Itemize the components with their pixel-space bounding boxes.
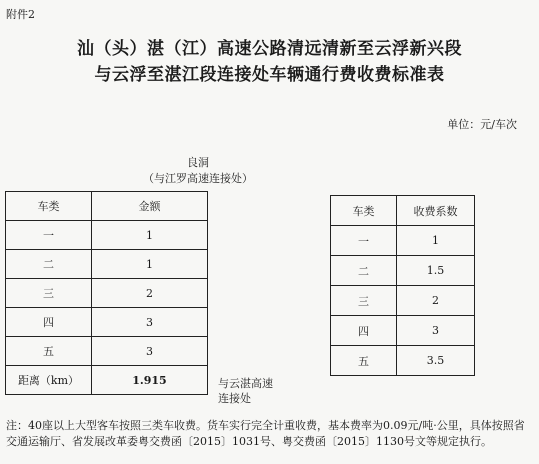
page-title-line1: 汕（头）湛（江）高速公路清远清新至云浮新兴段 (77, 39, 462, 59)
amount-cell: 1 (92, 250, 208, 279)
coefficient-cell: 2 (397, 286, 475, 316)
vehicle-class-cell: 一 (331, 226, 397, 256)
attachment-label: 附件2 (6, 8, 35, 21)
fee-amount-table (5, 191, 208, 395)
fee-coefficient-table (330, 195, 475, 376)
coefficient-cell: 1.5 (397, 256, 475, 286)
coefficient-cell: 1 (397, 226, 475, 256)
vehicle-class-cell: 二 (331, 256, 397, 286)
table-row (6, 221, 208, 250)
amount-cell: 1 (92, 221, 208, 250)
location-subtitle: （与江罗高速连接处） (143, 172, 253, 185)
vehicle-class-cell: 五 (6, 337, 92, 366)
table-header-row (6, 192, 208, 221)
unit-label: 单位：元/车次 (447, 118, 517, 131)
location-name: 良洞 (187, 156, 209, 169)
coefficient-cell: 3 (397, 316, 475, 346)
page-title-line2: 与云浮至湛江段连接处车辆通行费收费标准表 (94, 65, 445, 85)
table-row (331, 226, 475, 256)
table-row (331, 316, 475, 346)
distance-value: 1.915 (92, 366, 208, 395)
vehicle-class-cell: 二 (6, 250, 92, 279)
header-coefficient: 收费系数 (397, 196, 475, 226)
distance-row (6, 366, 208, 395)
table-row (6, 279, 208, 308)
table-row (331, 256, 475, 286)
coefficient-cell: 3.5 (397, 346, 475, 376)
footnote: 注：40座以上大型客车按照三类车收费。货车实行完全计重收费，基本费率为0.09元/吨·公里，具体按照省交通运输厅、省发展改革委粤交费函〔2015〕1031号、粤交费函〔2015〕1130号文等规定执行。 (6, 419, 525, 448)
amount-cell: 3 (92, 337, 208, 366)
table-row (6, 308, 208, 337)
table-row (6, 250, 208, 279)
vehicle-class-cell: 四 (331, 316, 397, 346)
amount-cell: 3 (92, 308, 208, 337)
vehicle-class-cell: 三 (6, 279, 92, 308)
table-row (6, 337, 208, 366)
vehicle-class-cell: 五 (331, 346, 397, 376)
table-header-row (331, 196, 475, 226)
header-amount: 金额 (92, 192, 208, 221)
header-vehicle-class: 车类 (6, 192, 92, 221)
vehicle-class-cell: 一 (6, 221, 92, 250)
vehicle-class-cell: 四 (6, 308, 92, 337)
amount-cell: 2 (92, 279, 208, 308)
vehicle-class-cell: 三 (331, 286, 397, 316)
table-row (331, 286, 475, 316)
junction-label-line2: 连接处 (218, 392, 251, 405)
table-row (331, 346, 475, 376)
junction-label-line1: 与云湛高速 (218, 377, 273, 390)
header-vehicle-class: 车类 (331, 196, 397, 226)
distance-label: 距离（km） (6, 366, 92, 395)
